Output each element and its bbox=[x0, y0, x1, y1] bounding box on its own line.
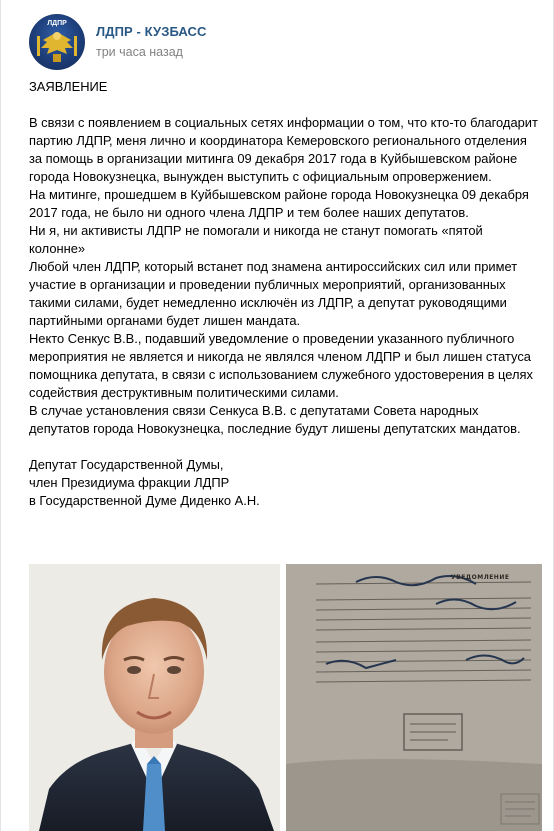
post-paragraph: Некто Сенкус В.В., подавший уведомление о проведении указанного публичного мероприятия не является и никогда не являлся членом ЛДПР и был лишен статуса помощника депутата, в связи с использованием служебного удостоверения в целях содействия деструктивным политическими силами. bbox=[29, 331, 533, 400]
post-paragraph: В случае установления связи Сенкуса В.В. с депутатами Совета народных депутатов города Новокузнецка, последние будут лишены депутатских мандатов. bbox=[29, 403, 521, 436]
post-paragraph: Любой член ЛДПР, который встанет под знамена антироссийских сил или примет участие в организации и проведении публичных мероприятий, организованных такими силами, будет немедленно исключён из ЛДПР, а депутат руководящими партийными органами будет лишен мандата. bbox=[29, 259, 518, 328]
document-heading: УВЕДОМЛЕНИЕ bbox=[451, 574, 510, 581]
group-avatar[interactable] bbox=[29, 14, 85, 70]
signature-line: в Государственной Думе Диденко А.Н. bbox=[29, 493, 260, 508]
post-paragraph: В связи с появлением в социальных сетях информации о том, что кто-то благодарит партию ЛДПР, меня лично и координатора Кемеровского регионального отделения за помощь в организации митинга 09 декабря 2017 года в Куйбышевском районе города Новокузнецка, вынужден выступить с официальным опровержением. bbox=[29, 115, 538, 184]
post-paragraph: Ни я, ни активисты ЛДПР не помогали и никогда не станут помогать «пятой колонне» bbox=[29, 223, 483, 256]
post-paragraph: На митинге, прошедшем в Куйбышевском районе города Новокузнецка 09 декабря 2017 года, не было ни одного члена ЛДПР и тем более наших депутатов. bbox=[29, 187, 529, 220]
post-header bbox=[29, 14, 529, 70]
document-photo-icon bbox=[286, 564, 542, 831]
post-text bbox=[29, 78, 539, 510]
signature-line: Депутат Государственной Думы, bbox=[29, 457, 224, 472]
portrait-photo[interactable] bbox=[29, 564, 280, 831]
post-author-link[interactable]: ЛДПР - КУЗБАСС bbox=[96, 24, 207, 39]
avatar-label: ЛДПР bbox=[47, 20, 67, 27]
document-photo[interactable] bbox=[286, 564, 542, 831]
portrait-photo-icon bbox=[29, 564, 280, 831]
signature-line: член Президиума фракции ЛДПР bbox=[29, 475, 230, 490]
post-title: ЗАЯВЛЕНИЕ bbox=[29, 79, 108, 94]
post-attachments bbox=[29, 564, 542, 831]
post-time-link[interactable]: три часа назад bbox=[96, 45, 183, 59]
